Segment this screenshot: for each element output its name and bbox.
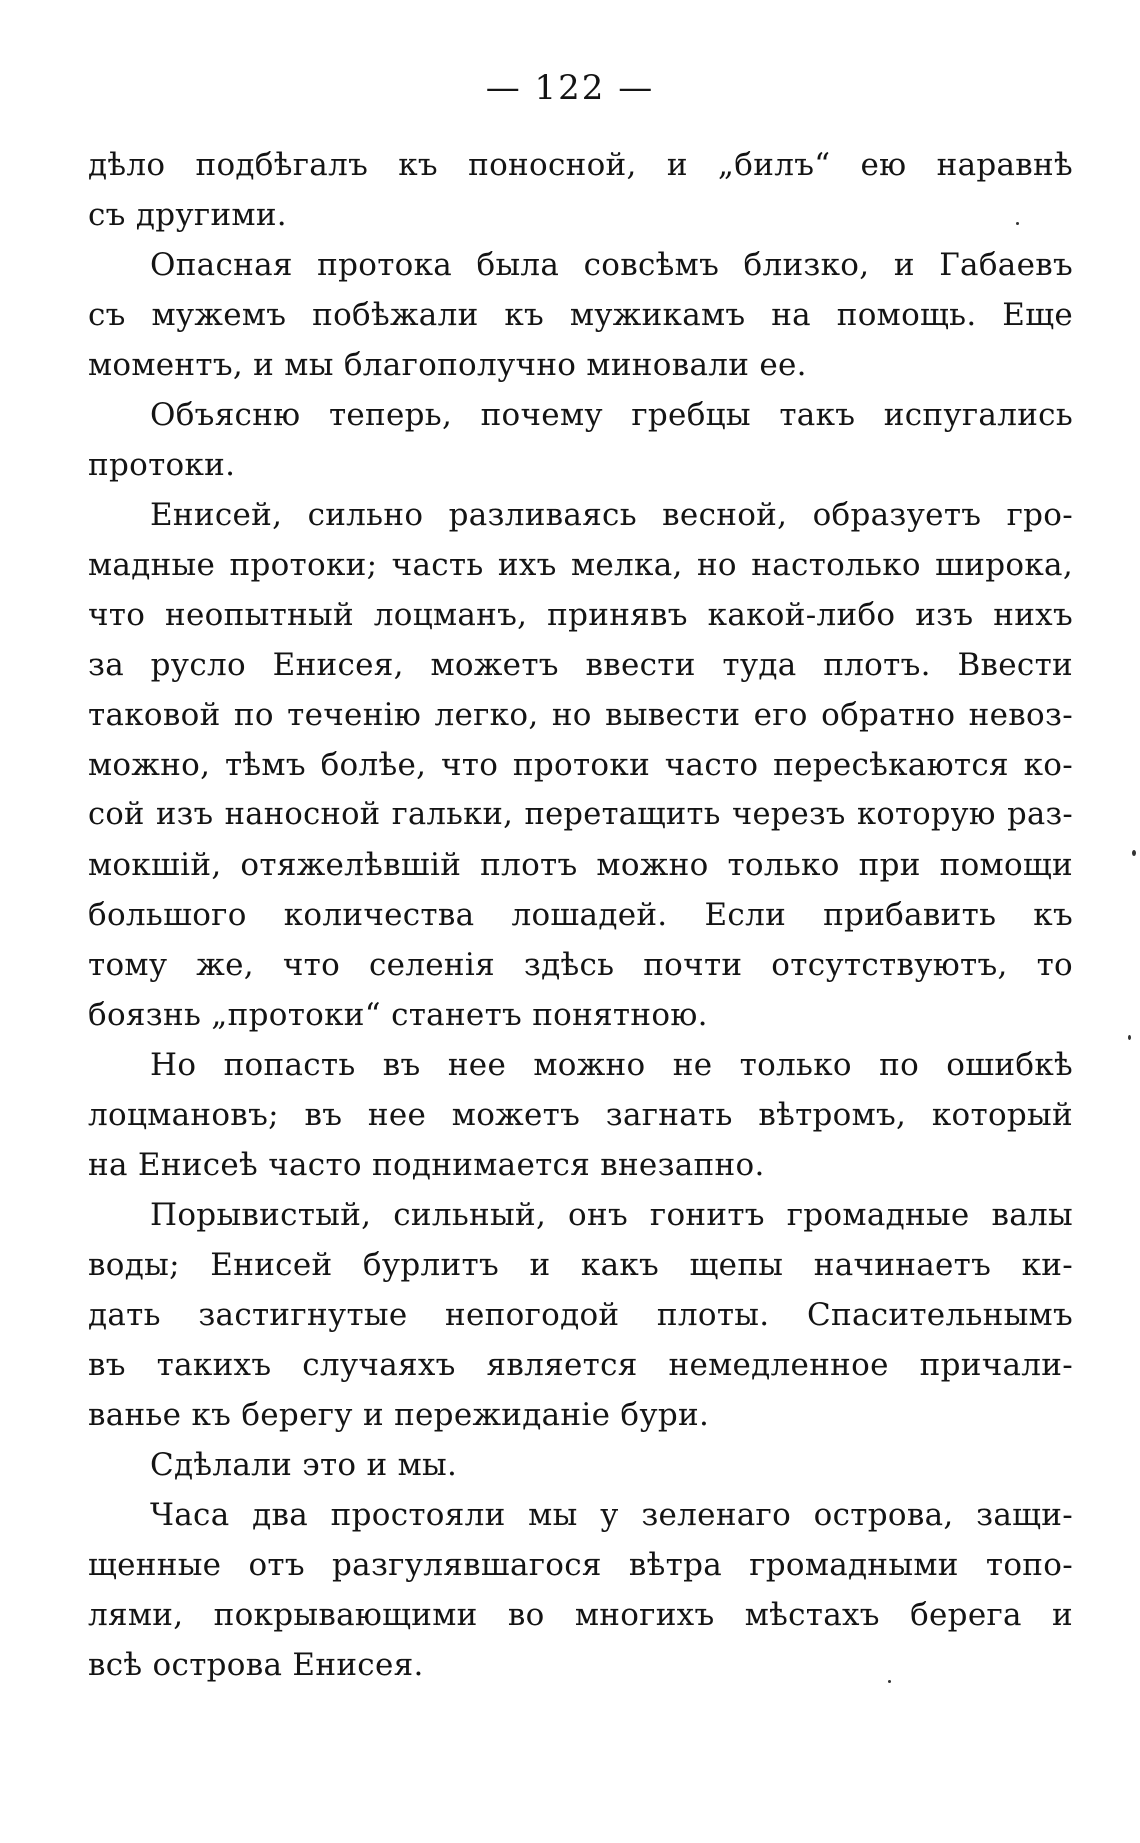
text-line: тому же, что селенія здѣсь почти отсутствуютъ, то [88, 947, 1073, 983]
text-line: въ такихъ случаяхъ является немедленное причали- [88, 1347, 1073, 1383]
text-line: щенные отъ разгулявшагося вѣтра громадными топо- [88, 1547, 1073, 1583]
text-line: лями, покрывающими во многихъ мѣстахъ берега и [88, 1597, 1073, 1633]
text-line: за русло Енисея, можетъ ввести туда плотъ. Ввести [88, 647, 1073, 683]
text-line: дать застигнутые непогодой плоты. Спасительнымъ [88, 1297, 1073, 1333]
text-line: протоки. [88, 447, 236, 483]
text-line: Объясню теперь, почему гребцы такъ испугались [150, 397, 1073, 433]
text-line: съ другими. [88, 197, 287, 233]
text-line: Енисей, сильно разливаясь весной, образуетъ гро- [150, 497, 1073, 533]
text-line: съ мужемъ побѣжали къ мужикамъ на помощь. Еще [88, 297, 1073, 333]
scan-speck [1016, 222, 1019, 225]
text-line: Порывистый, сильный, онъ гонитъ громадные валы [150, 1197, 1073, 1233]
text-line: таковой по теченію легко, но вывести его обратно невоз- [88, 697, 1073, 733]
text-line: мокшій, отяжелѣвшій плотъ можно только при помощи [88, 847, 1073, 883]
text-line: лоцмановъ; въ нее можетъ загнать вѣтромъ, который [88, 1097, 1073, 1133]
text-line: на Енисеѣ часто поднимается внезапно. [88, 1147, 765, 1183]
text-line: можно, тѣмъ болѣе, что протоки часто пересѣкаются ко- [88, 747, 1073, 783]
text-line: большого количества лошадей. Если прибавить къ [88, 897, 1073, 933]
scan-speck [888, 1680, 891, 1683]
text-line: сой изъ наносной гальки, перетащить черезъ которую раз- [88, 797, 1073, 832]
text-line: всѣ острова Енисея. [88, 1647, 424, 1683]
text-line: Часа два простояли мы у зеленаго острова, защи- [150, 1497, 1073, 1533]
text-line: воды; Енисей бурлитъ и какъ щепы начинаетъ ки- [88, 1247, 1073, 1283]
text-line: мадные протоки; часть ихъ мелка, но настолько широка, [88, 547, 1073, 583]
scan-speck [1128, 1035, 1131, 1040]
page-number: — 122 — [485, 68, 655, 108]
text-line: что неопытный лоцманъ, принявъ какой-либо изъ нихъ [88, 597, 1073, 633]
body-text [88, 140, 1073, 1690]
text-line: Но попасть въ нее можно не только по ошибкѣ [150, 1047, 1073, 1083]
text-line: Сдѣлали это и мы. [150, 1447, 458, 1483]
text-line: дѣло подбѣгалъ къ поносной, и „билъ“ ею наравнѣ [88, 147, 1073, 183]
text-line: боязнь „протоки“ станетъ понятною. [88, 997, 708, 1033]
text-line: ванье къ берегу и пережиданіе бури. [88, 1397, 710, 1433]
text-line: Опасная протока была совсѣмъ близко, и Габаевъ [150, 247, 1073, 283]
scan-speck [1132, 850, 1136, 856]
text-line: моментъ, и мы благополучно миновали ее. [88, 347, 807, 383]
